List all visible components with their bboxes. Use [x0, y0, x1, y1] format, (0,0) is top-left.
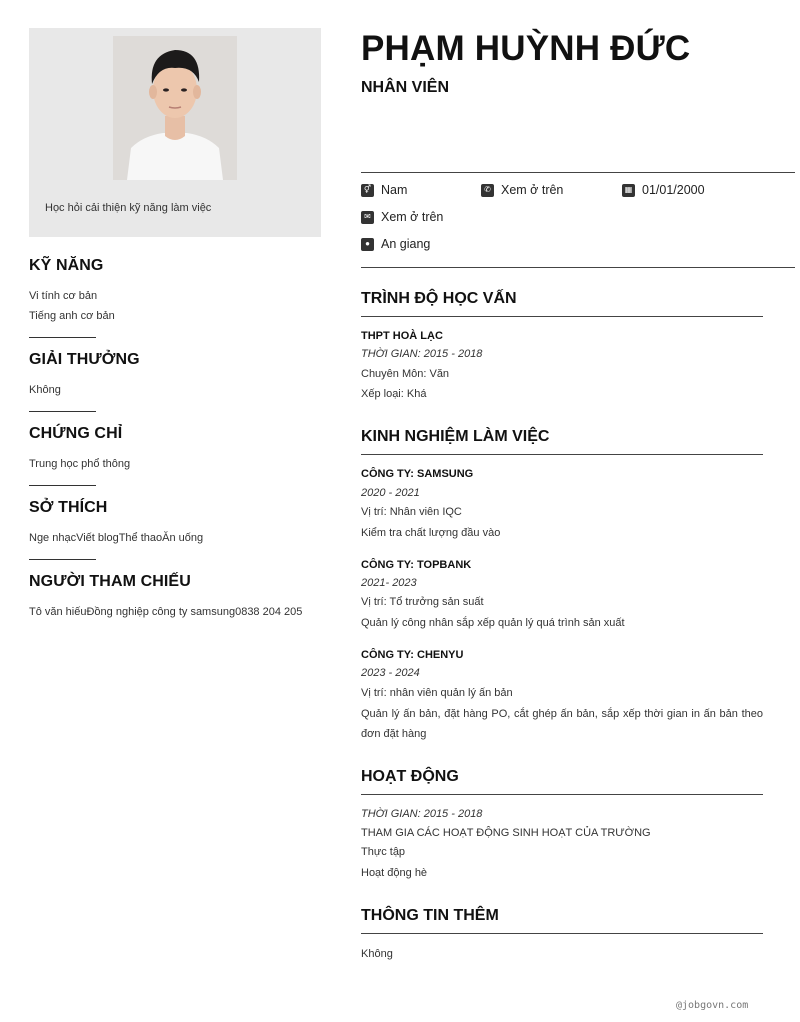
education-major: Chuyên Môn: Văn: [361, 368, 450, 380]
profile-photo: [113, 36, 237, 180]
contact-birthday: [622, 183, 705, 197]
watermark: @jobgovn.com: [676, 1000, 749, 1011]
location-pin-icon: ●: [361, 238, 374, 251]
activity-name: THAM GIA CÁC HOẠT ĐỘNG SINH HOẠT CỦA TRƯỜNG: [361, 827, 651, 839]
award-item: Không: [29, 384, 61, 396]
gender-icon: ⚥: [361, 184, 374, 197]
email-value: Xem ở trên: [381, 210, 444, 224]
phone-icon: ✆: [481, 184, 494, 197]
job-description: Quản lý ấn bản, đặt hàng PO, cắt ghép ấn bản, sắp xếp thời gian in ấn bản theo đơn đặt hàng: [361, 708, 763, 740]
education-time: THỜI GIAN: 2015 - 2018: [361, 348, 483, 360]
references-title: NGƯỜI THAM CHIẾU: [29, 573, 191, 590]
full-name: PHẠM HUỲNH ĐỨC: [361, 29, 691, 68]
section-divider: [29, 337, 96, 338]
hobbies-title: SỞ THÍCH: [29, 499, 108, 516]
contact-email: [361, 210, 443, 224]
extra-info-title: THÔNG TIN THÊM: [361, 907, 499, 924]
certificate-item: Trung học phổ thông: [29, 458, 131, 470]
awards-title: GIẢI THƯỞNG: [29, 351, 140, 368]
activities-title: HOẠT ĐỘNG: [361, 768, 459, 785]
section-underline: [361, 794, 763, 795]
career-objective: Học hỏi cải thiện kỹ năng làm việc: [45, 202, 212, 214]
person-avatar-icon: [113, 36, 237, 180]
address-value: An giang: [381, 237, 431, 251]
contact-bottom-divider: [361, 267, 795, 268]
skill-item: Vi tính cơ bản: [29, 290, 98, 302]
job-description: Quản lý công nhân sắp xếp quản lý quá trình sản xuất: [361, 617, 625, 629]
certificates-title: CHỨNG CHỈ: [29, 425, 123, 442]
section-divider: [29, 485, 96, 486]
school-name: THPT HOÀ LẠC: [361, 330, 443, 342]
job-company: CÔNG TY: CHENYU: [361, 649, 464, 661]
education-title: TRÌNH ĐỘ HỌC VẤN: [361, 290, 517, 307]
job-description: Kiểm tra chất lượng đầu vào: [361, 527, 501, 539]
job-company: CÔNG TY: TOPBANK: [361, 559, 472, 571]
skills-title: KỸ NĂNG: [29, 257, 104, 274]
contact-top-divider: [361, 172, 795, 173]
section-underline: [361, 933, 763, 934]
job-time: 2020 - 2021: [361, 487, 420, 499]
hobbies-text: Nge nhạcViết blogThể thaoĂn uống: [29, 532, 204, 544]
activity-time: THỜI GIAN: 2015 - 2018: [361, 808, 483, 820]
job-position: NHÂN VIÊN: [361, 79, 450, 96]
education-rank: Xếp loại: Khá: [361, 388, 427, 400]
calendar-icon: ▦: [622, 184, 635, 197]
job-role: Vị trí: nhân viên quản lý ấn bản: [361, 687, 513, 699]
job-role: Vị trí: Nhân viên IQC: [361, 506, 462, 518]
activity-item: Hoạt động hè: [361, 867, 428, 879]
left-column: [29, 28, 321, 618]
job-time: 2023 - 2024: [361, 667, 420, 679]
contact-address: [361, 237, 430, 251]
phone-value: Xem ở trên: [501, 183, 564, 197]
section-underline: [361, 316, 763, 317]
references-text: Tô văn hiếuĐồng nghiệp công ty samsung0838 204 205: [29, 606, 303, 618]
contact-phone: [481, 183, 563, 197]
job-time: 2021- 2023: [361, 577, 417, 589]
section-underline: [361, 454, 763, 455]
profile-box: [29, 28, 321, 237]
activity-item: Thực tập: [361, 846, 406, 858]
contact-gender: [361, 183, 407, 197]
envelope-icon: ✉: [361, 211, 374, 224]
section-divider: [29, 559, 96, 560]
gender-value: Nam: [381, 183, 408, 197]
skill-item: Tiếng anh cơ bản: [29, 310, 115, 322]
section-divider: [29, 411, 96, 412]
birthday-value: 01/01/2000: [642, 183, 705, 197]
job-role: Vị trí: Tổ trưởng sản suất: [361, 596, 484, 608]
experience-title: KINH NGHIỆM LÀM VIỆC: [361, 428, 550, 445]
extra-info-text: Không: [361, 948, 393, 960]
job-company: CÔNG TY: SAMSUNG: [361, 468, 474, 480]
